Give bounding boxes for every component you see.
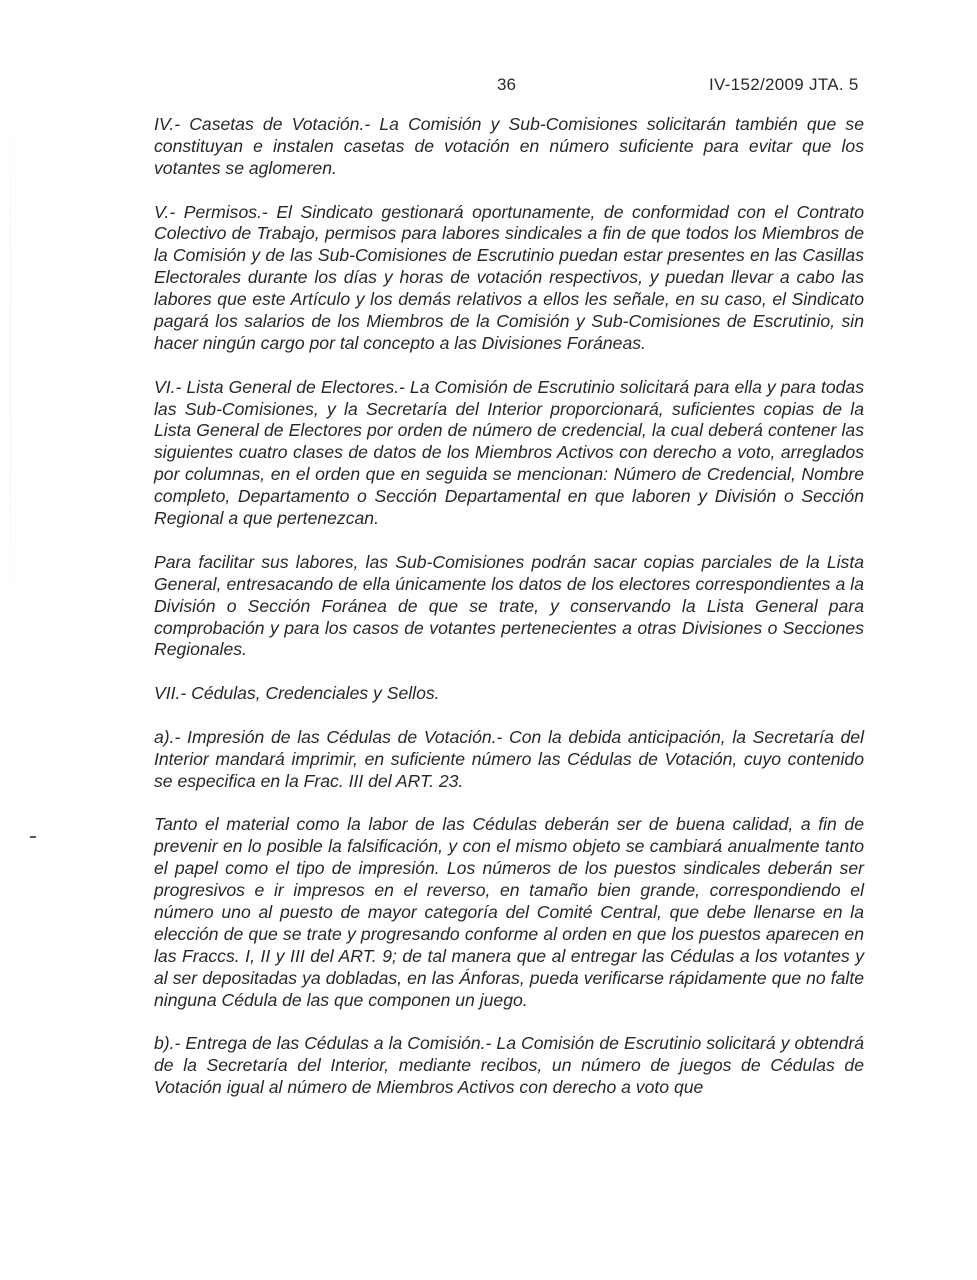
- paragraph-entrega-de-cedulas: b).- Entrega de las Cédulas a la Comisión.- La Comisión de Escrutinio solicitará y obtendrá de la Secretaría del Interior, mediante recibos, un número de juegos de Cédulas de Votación igual al número de Miembros Activos con derecho a voto que: [154, 1033, 864, 1098]
- page-number: 36: [497, 75, 516, 94]
- margin-mark: [30, 836, 36, 838]
- document-body: [154, 114, 864, 1121]
- document-reference: IV-152/2009 JTA. 5: [709, 75, 859, 94]
- paragraph-casetas-de-votacion: IV.- Casetas de Votación.- La Comisión y Sub-Comisiones solicitarán también que se constituyan e instalen casetas de votación en número suficiente para evitar que los votantes se aglomeren.: [154, 114, 864, 178]
- paragraph-material-de-cedulas: Tanto el material como la labor de las Cédulas deberán ser de buena calidad, a fin de prevenir en lo posible la falsificación, y con el mismo objeto se cambiará anualmente tanto el papel como el tipo de impresión. Los números de los puestos sindicales deberán ser progresivos e ir impresos en el reverso, en tamaño bien grande, correspondiendo el número uno al puesto de mayor categoría del Comité Central, que debe llenarse en la elección de que se trate y progresando conforme al orden en que los puestos aparecen en las Fraccs. I, II y III del ART. 9; de tal manera que al entregar las Cédulas a los votantes y al ser depositadas ya dobladas, en las Ánforas, pueda verificarse rápidamente que no falte ninguna Cédula de las que componen un juego.: [154, 814, 864, 1010]
- page-header: [0, 75, 977, 99]
- paragraph-impresion-de-cedulas: a).- Impresión de las Cédulas de Votación.- Con la debida anticipación, la Secretaría del Interior mandará imprimir, en suficiente número las Cédulas de Votación, cuyo contenido se especifica en la Frac. III del ART. 23.: [154, 726, 864, 791]
- scan-edge-shadow: [10, 40, 11, 680]
- paragraph-cedulas-credenciales-sellos: VII.- Cédulas, Credenciales y Sellos.: [154, 683, 440, 704]
- paragraph-permisos: V.- Permisos.- El Sindicato gestionará oportunamente, de conformidad con el Contrato Colectivo de Trabajo, permisos para labores sindicales a fin de que todos los Miembros de la Comisión y de las Sub-Comisiones de Escrutinio puedan estar presentes en las Casillas Electorales durante los días y horas de votación respectivos, y puedan llevar a cabo las labores que este Artículo y los demás relativos a ellos les señale, en su caso, el Sindicato pagará los salarios de los Miembros de la Comisión y Sub-Comisiones de Escrutinio, sin hacer ningún cargo por tal concepto a las Divisiones Foráneas.: [154, 201, 864, 353]
- paragraph-lista-general-de-electores: VI.- Lista General de Electores.- La Comisión de Escrutinio solicitará para ella y para todas las Sub-Comisiones, y la Secretaría del Interior proporcionará, suficientes copias de la Lista General de Electores por orden de número de credencial, la cual deberá contener las siguientes cuatro clases de datos de los Miembros Activos con derecho a voto, arreglados por columnas, en el orden que en seguida se mencionan: Número de Credencial, Nombre completo, Departamento o Sección Departamental en que laboren y División o Sección Regional a que pertenezcan.: [154, 376, 864, 529]
- paragraph-copias-parciales: Para facilitar sus labores, las Sub-Comisiones podrán sacar copias parciales de la Lista General, entresacando de ella únicamente los datos de los electores correspondientes a la División o Sección Foránea de que se trate, y conservando la Lista General para comprobación y para los casos de votantes pertenecientes a otras Divisiones o Secciones Regionales.: [154, 551, 864, 660]
